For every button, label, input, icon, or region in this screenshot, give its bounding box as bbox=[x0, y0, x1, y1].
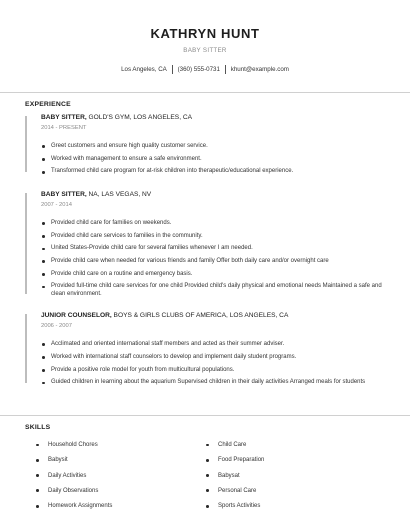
list-item bbox=[206, 502, 376, 517]
skills-column-right bbox=[206, 441, 376, 517]
job-organization: BOYS & GIRLS CLUBS OF AMERICA, LOS ANGELES, CA bbox=[111, 312, 289, 320]
bullet-icon bbox=[42, 369, 45, 372]
skill-text: Household Chores bbox=[48, 442, 98, 448]
bullet-icon bbox=[42, 235, 45, 238]
list-item bbox=[41, 283, 385, 298]
bullet-text: Transformed child care program for at-risk children into therapeutic/educational experience. bbox=[51, 168, 294, 175]
bullet-text: Greet customers and ensure high quality customer service. bbox=[51, 143, 208, 149]
skill-text: Homework Assignments bbox=[48, 503, 113, 510]
bullet-icon bbox=[42, 222, 45, 225]
bullet-icon bbox=[42, 356, 45, 359]
list-item bbox=[41, 245, 385, 252]
skill-text: Babysit bbox=[48, 457, 68, 464]
bullet-text: Guided children in learning about the aquarium Supervised children in their daily activities Arranged meals for students bbox=[51, 379, 366, 386]
list-item bbox=[206, 441, 376, 456]
list-item bbox=[41, 143, 385, 150]
bullet-icon bbox=[206, 459, 209, 462]
bullet-icon bbox=[42, 171, 45, 174]
job-dates: 2007 - 2014 bbox=[41, 201, 72, 208]
bullet-icon bbox=[206, 505, 209, 508]
job-entry bbox=[25, 113, 385, 176]
list-item bbox=[41, 341, 385, 348]
skill-text: Daily Activities bbox=[48, 472, 87, 479]
section-divider bbox=[0, 92, 410, 93]
job-entry bbox=[25, 190, 385, 298]
list-item bbox=[41, 168, 385, 175]
list-item bbox=[36, 441, 206, 456]
list-item bbox=[206, 456, 376, 471]
job-entry bbox=[25, 311, 385, 387]
bullet-text: Acclimated and oriented international staff members and acted as their summer adviser. bbox=[51, 341, 285, 348]
job-bullets bbox=[41, 341, 385, 387]
section-divider bbox=[0, 415, 410, 416]
bullet-text: Worked with international staff counselors to develop and implement daily student programs. bbox=[51, 353, 297, 360]
experience-heading: EXPERIENCE bbox=[25, 101, 71, 108]
contact-email: khunt@example.com bbox=[230, 66, 289, 73]
candidate-title: BABY SITTER bbox=[183, 47, 227, 54]
list-item bbox=[41, 258, 385, 265]
bullet-icon bbox=[206, 474, 209, 477]
skills-list bbox=[36, 441, 376, 517]
skill-text: Sports Activities bbox=[218, 503, 261, 510]
job-title bbox=[41, 113, 385, 122]
bullet-text: Provide child care on a routine and emergency basis. bbox=[51, 270, 193, 277]
skill-text: Daily Observations bbox=[48, 487, 99, 494]
bullet-icon bbox=[36, 474, 39, 477]
bullet-icon bbox=[36, 489, 39, 492]
job-organization: NA, LAS VEGAS, NV bbox=[86, 190, 152, 198]
bullet-text: Provide child care when needed for various friends and family Offer both daily care and/or overnight care bbox=[51, 257, 329, 264]
bullet-icon bbox=[42, 248, 45, 251]
bullet-icon bbox=[42, 145, 45, 148]
contact-location: Los Angeles, CA bbox=[121, 66, 167, 73]
skills-heading: SKILLS bbox=[25, 424, 51, 431]
bullet-text: Provided child care services to families in the community. bbox=[51, 232, 203, 239]
bullet-icon bbox=[42, 158, 45, 161]
list-item bbox=[41, 220, 385, 227]
bullet-text: Provide a positive role model for youth from multicultural populations. bbox=[51, 366, 235, 373]
job-title bbox=[41, 311, 385, 320]
list-item bbox=[41, 233, 385, 240]
bullet-icon bbox=[206, 444, 209, 447]
contact-separator bbox=[225, 65, 226, 74]
list-item bbox=[41, 354, 385, 361]
job-dates: 2014 - PRESENT bbox=[41, 125, 87, 131]
list-item bbox=[36, 502, 206, 517]
contact-phone: (360) 555-0731 bbox=[177, 66, 220, 73]
list-item bbox=[41, 271, 385, 278]
contact-line bbox=[0, 65, 410, 74]
job-accent-bar bbox=[25, 116, 27, 172]
job-role: BABY SITTER, bbox=[41, 114, 87, 121]
job-bullets bbox=[41, 220, 385, 298]
list-item bbox=[41, 367, 385, 374]
skill-text: Food Preparation bbox=[218, 457, 265, 464]
bullet-text: Provided child care for families on weekends. bbox=[51, 219, 172, 226]
list-item bbox=[41, 379, 385, 386]
experience-list bbox=[25, 113, 385, 387]
job-organization: GOLD'S GYM, LOS ANGELES, CA bbox=[86, 114, 193, 121]
candidate-name: KATHRYN HUNT bbox=[150, 26, 260, 41]
bullet-icon bbox=[42, 273, 45, 276]
skill-text: Personal Care bbox=[218, 487, 257, 494]
bullet-text: Provided full-time child care services for one child Provided child's daily physical and emotional needs Maintained a safe and clean environment. bbox=[51, 283, 382, 297]
bullet-icon bbox=[42, 286, 45, 289]
job-role: BABY SITTER, bbox=[41, 190, 87, 198]
bullet-icon bbox=[36, 505, 39, 508]
resume-header bbox=[0, 0, 410, 74]
list-item bbox=[36, 487, 206, 502]
list-item bbox=[41, 156, 385, 163]
job-bullets bbox=[41, 143, 385, 176]
job-accent-bar bbox=[25, 314, 27, 383]
bullet-icon bbox=[36, 459, 39, 462]
bullet-icon bbox=[42, 343, 45, 346]
list-item bbox=[206, 487, 376, 502]
job-role: JUNIOR COUNSELOR, bbox=[41, 312, 112, 320]
skill-text: Child Care bbox=[218, 442, 247, 448]
job-title bbox=[41, 190, 385, 199]
job-dates: 2006 - 2007 bbox=[41, 323, 72, 330]
contact-separator bbox=[172, 65, 173, 74]
bullet-icon bbox=[42, 260, 45, 263]
bullet-text: Worked with management to ensure a safe environment. bbox=[51, 155, 202, 162]
skills-column-left bbox=[36, 441, 206, 517]
list-item bbox=[36, 472, 206, 487]
list-item bbox=[36, 456, 206, 471]
bullet-icon bbox=[36, 444, 39, 447]
bullet-icon bbox=[206, 489, 209, 492]
job-accent-bar bbox=[25, 193, 27, 294]
bullet-icon bbox=[42, 382, 45, 385]
skill-text: Babysat bbox=[218, 472, 240, 479]
bullet-text: United States-Provide child care for several families whenever I am needed. bbox=[51, 245, 253, 252]
list-item bbox=[206, 472, 376, 487]
